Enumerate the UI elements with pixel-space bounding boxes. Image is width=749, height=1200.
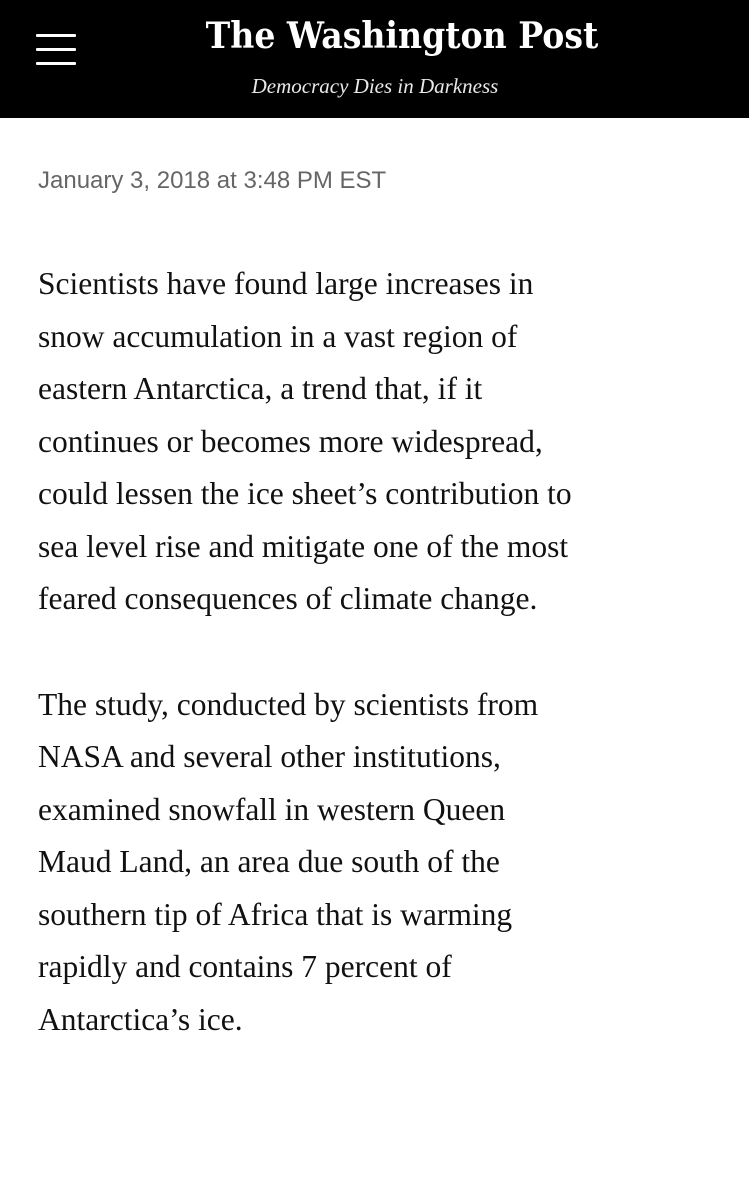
menu-bar-line — [36, 48, 76, 51]
article-body — [38, 258, 718, 1099]
paragraph-line: Antarctica’s ice. — [38, 1001, 243, 1037]
paragraph-line: feared consequences of climate change. — [38, 581, 538, 616]
paragraph-line: could lessen the ice sheet’s contribution to — [38, 476, 572, 511]
menu-bar-line — [36, 62, 76, 65]
site-logo[interactable]: The Washington Post — [205, 15, 599, 57]
paragraph-line: examined snowfall in western Queen — [38, 791, 506, 827]
paragraph-line: snow accumulation in a vast region of — [38, 318, 518, 354]
paragraph-line: The study, conducted by scientists from — [38, 686, 539, 722]
article-date: January 3, 2018 at 3:48 PM EST — [38, 167, 387, 194]
top-navigation-bar — [0, 0, 749, 118]
paragraph-line: continues or becomes more widespread, — [38, 423, 543, 459]
paragraph-line: Maud Land, an area due south of the — [38, 844, 500, 879]
paragraph-line: rapidly and contains 7 percent of — [38, 949, 452, 984]
paragraph-line: NASA and several other institutions, — [38, 739, 501, 774]
site-tagline: Democracy Dies in Darkness — [251, 74, 499, 98]
menu-bar-line — [36, 34, 76, 37]
paragraph-line: sea level rise and mitigate one of the most — [38, 528, 569, 564]
article-paragraph — [38, 258, 718, 626]
article-paragraph — [38, 679, 718, 1047]
paragraph-line: eastern Antarctica, a trend that, if it — [38, 371, 483, 406]
paragraph-line: Scientists have found large increases in — [38, 266, 534, 301]
paragraph-line: southern tip of Africa that is warming — [38, 896, 513, 932]
hamburger-menu-icon[interactable] — [36, 34, 78, 68]
